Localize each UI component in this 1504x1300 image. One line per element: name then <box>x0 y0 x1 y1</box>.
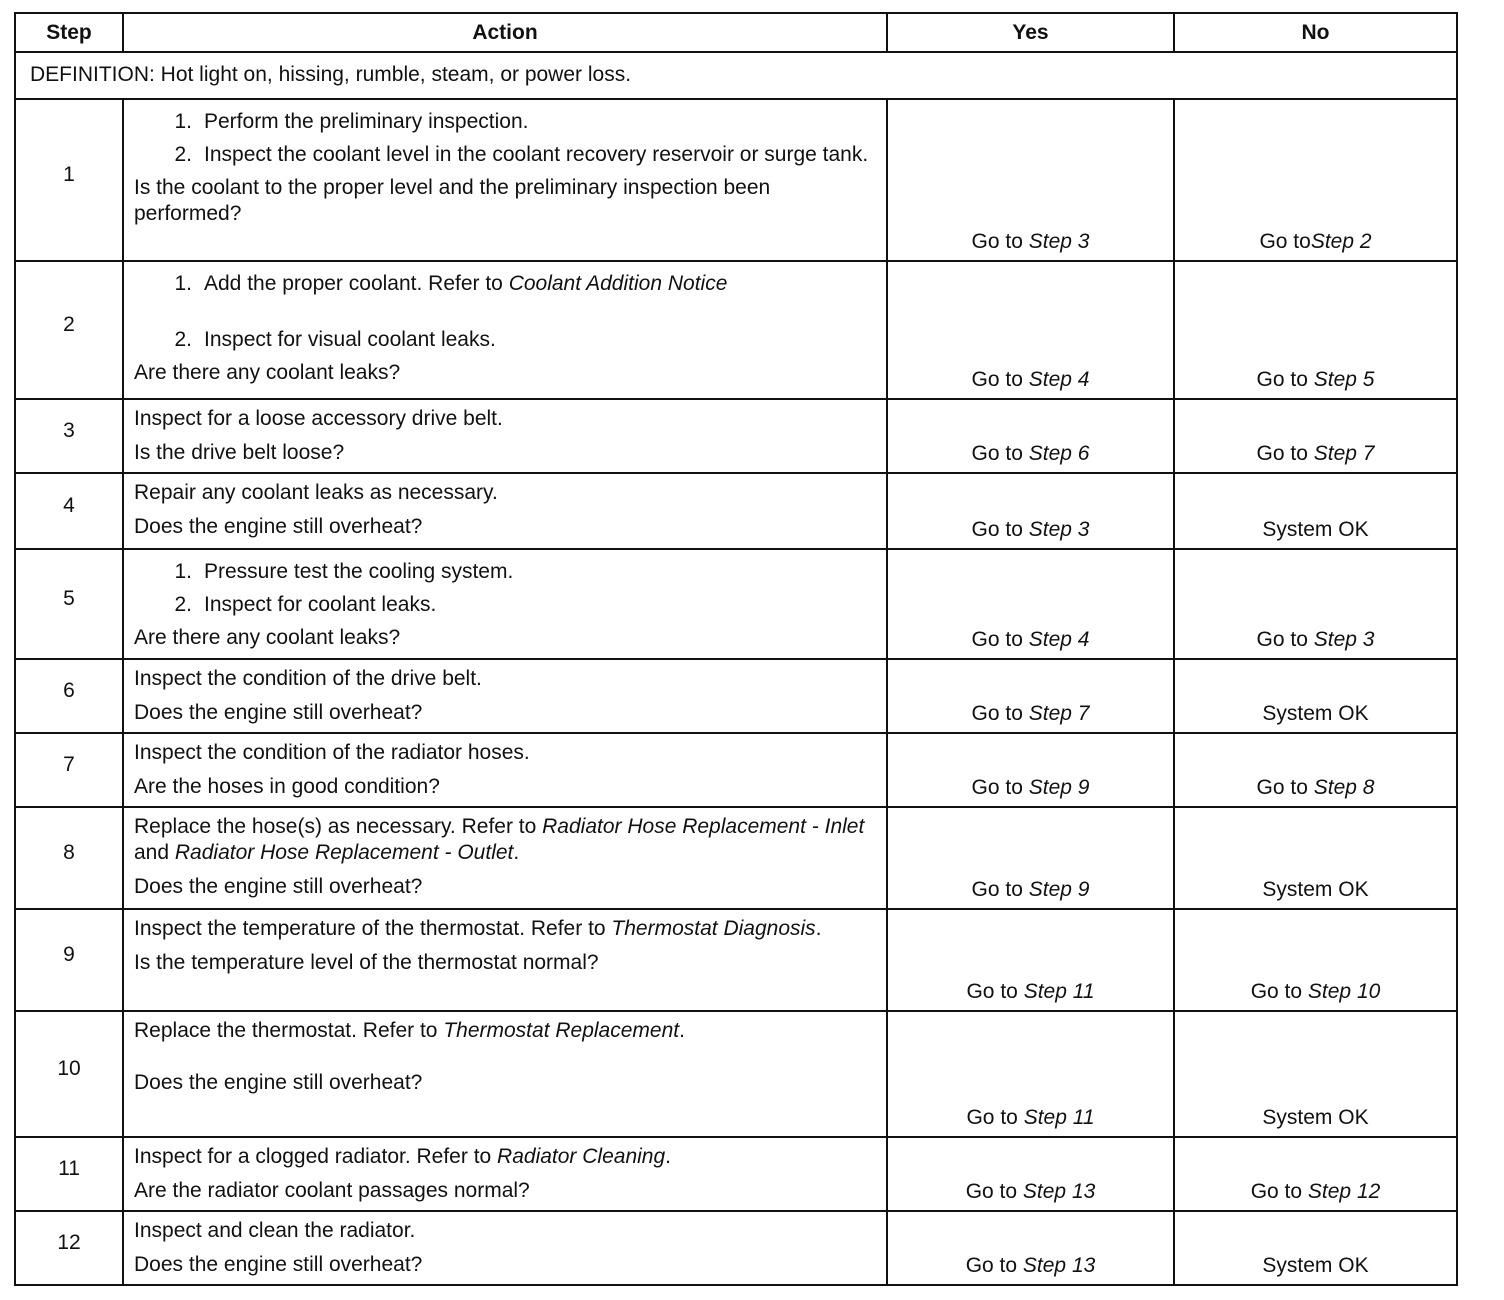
step-number: 5 <box>15 549 123 659</box>
question-text: Is the temperature level of the thermostat normal? <box>134 951 599 974</box>
step-number: 6 <box>15 659 123 733</box>
yes-cell: Go to Step 11 <box>887 1011 1174 1137</box>
table-row <box>15 659 1457 733</box>
action-text: Inspect the condition of the radiator hoses. <box>134 741 530 764</box>
question-text: Is the drive belt loose? <box>134 441 345 464</box>
reference-link: Radiator Cleaning <box>497 1145 666 1168</box>
action-cell <box>123 261 887 399</box>
action-text: Repair any coolant leaks as necessary. <box>134 481 498 504</box>
step-number: 11 <box>15 1137 123 1211</box>
table-row <box>15 261 1457 399</box>
question-text: Does the engine still overheat? <box>134 1071 423 1094</box>
list-item: 2. Inspect for visual coolant leaks. <box>174 328 496 351</box>
definition-row <box>15 52 1457 99</box>
question-text: Are there any coolant leaks? <box>134 361 401 384</box>
yes-cell: Go to Step 9 <box>887 733 1174 807</box>
yes-step-ref: Step 9 <box>1028 878 1090 901</box>
step-number: 1 <box>15 99 123 261</box>
list-item: 1. Pressure test the cooling system. <box>174 560 514 583</box>
question-text: Does the engine still overheat? <box>134 701 423 724</box>
question-text: Are the hoses in good condition? <box>134 775 440 798</box>
no-step-ref: Step 2 <box>1310 230 1372 253</box>
yes-cell: Go to Step 13 <box>887 1137 1174 1211</box>
header-no: No <box>1174 13 1457 52</box>
step-number: 10 <box>15 1011 123 1137</box>
table-row <box>15 473 1457 549</box>
yes-cell: Go to Step 6 <box>887 399 1174 473</box>
question-text: Are there any coolant leaks? <box>134 626 401 649</box>
yes-step-ref: Step 4 <box>1028 628 1090 651</box>
yes-step-ref: Step 6 <box>1028 442 1090 465</box>
yes-step-ref: Step 11 <box>1023 980 1095 1003</box>
yes-step-ref: Step 3 <box>1028 518 1090 541</box>
no-cell: System OK <box>1174 1011 1457 1137</box>
reference-link: Thermostat Diagnosis <box>611 917 816 940</box>
yes-cell: Go to Step 11 <box>887 909 1174 1011</box>
header-yes: Yes <box>887 13 1174 52</box>
no-step-ref: Step 7 <box>1313 442 1375 465</box>
yes-step-ref: Step 9 <box>1028 776 1090 799</box>
yes-cell: Go to Step 3 <box>887 99 1174 261</box>
step-number: 4 <box>15 473 123 549</box>
step-number: 9 <box>15 909 123 1011</box>
yes-cell: Go to Step 4 <box>887 549 1174 659</box>
yes-step-ref: Step 7 <box>1028 702 1090 725</box>
yes-step-ref: Step 3 <box>1028 230 1090 253</box>
action-cell <box>123 99 887 261</box>
list-item: 1. Add the proper coolant. Refer to Coolant Addition Notice <box>174 272 728 295</box>
action-cell <box>123 473 887 549</box>
list-item: 1. Perform the preliminary inspection. <box>174 110 529 133</box>
yes-cell: Go to Step 9 <box>887 807 1174 909</box>
step-number: 12 <box>15 1211 123 1285</box>
question-text: Is the coolant to the proper level and the preliminary inspection been performed? <box>134 176 771 225</box>
list-item: 2. Inspect the coolant level in the coolant recovery reservoir or surge tank. <box>174 143 869 166</box>
no-cell: System OK <box>1174 473 1457 549</box>
definition-text: DEFINITION: Hot light on, hissing, rumble, steam, or power loss. <box>15 52 1457 99</box>
table-row <box>15 99 1457 261</box>
no-cell: System OK <box>1174 659 1457 733</box>
no-cell: Go to Step 12 <box>1174 1137 1457 1211</box>
table-row <box>15 399 1457 473</box>
yes-step-ref: Step 13 <box>1022 1180 1096 1203</box>
table-row <box>15 549 1457 659</box>
yes-cell: Go to Step 4 <box>887 261 1174 399</box>
action-cell <box>123 909 887 1011</box>
action-cell <box>123 1137 887 1211</box>
table-row <box>15 733 1457 807</box>
no-step-ref: Step 12 <box>1307 1180 1381 1203</box>
action-text: Inspect for a loose accessory drive belt. <box>134 407 503 430</box>
reference-link: Radiator Hose Replacement - Inlet <box>542 815 865 838</box>
no-cell: Go toStep 2 <box>1174 99 1457 261</box>
question-text: Are the radiator coolant passages normal? <box>134 1179 530 1202</box>
yes-step-ref: Step 4 <box>1028 368 1090 391</box>
diagnostic-document <box>14 12 1456 1286</box>
yes-step-ref: Step 13 <box>1022 1254 1096 1277</box>
no-cell: Go to Step 3 <box>1174 549 1457 659</box>
step-number: 3 <box>15 399 123 473</box>
header-step: Step <box>15 13 123 52</box>
no-cell: Go to Step 7 <box>1174 399 1457 473</box>
reference-link: Radiator Hose Replacement - Outlet <box>174 841 514 864</box>
action-cell <box>123 659 887 733</box>
yes-cell: Go to Step 13 <box>887 1211 1174 1285</box>
no-cell: Go to Step 5 <box>1174 261 1457 399</box>
table-row <box>15 1011 1457 1137</box>
yes-step-ref: Step 11 <box>1023 1106 1095 1129</box>
action-cell <box>123 1211 887 1285</box>
step-number: 8 <box>15 807 123 909</box>
question-text: Does the engine still overheat? <box>134 515 423 538</box>
no-step-ref: Step 8 <box>1313 776 1375 799</box>
no-step-ref: Step 3 <box>1313 628 1375 651</box>
no-step-ref: Step 10 <box>1307 980 1381 1003</box>
diagnostic-table <box>14 12 1458 1286</box>
action-cell <box>123 549 887 659</box>
action-cell <box>123 1011 887 1137</box>
table-row <box>15 1137 1457 1211</box>
step-number: 2 <box>15 261 123 399</box>
yes-cell: Go to Step 7 <box>887 659 1174 733</box>
action-text: Replace the thermostat. Refer to Thermostat Replacement. <box>134 1019 685 1042</box>
question-text: Does the engine still overheat? <box>134 1253 423 1276</box>
list-item: 2. Inspect for coolant leaks. <box>174 593 437 616</box>
yes-cell: Go to Step 3 <box>887 473 1174 549</box>
reference-link: Coolant Addition Notice <box>508 272 728 295</box>
action-text: Inspect and clean the radiator. <box>134 1219 416 1242</box>
no-cell: System OK <box>1174 1211 1457 1285</box>
table-row <box>15 807 1457 909</box>
table-row <box>15 909 1457 1011</box>
step-number: 7 <box>15 733 123 807</box>
action-cell <box>123 399 887 473</box>
action-text: Inspect the temperature of the thermostat. Refer to Thermostat Diagnosis. <box>134 917 822 940</box>
action-cell <box>123 807 887 909</box>
action-text: Replace the hose(s) as necessary. Refer to Radiator Hose Replacement - Inlet and Radiator Hose Replacement - Outlet. <box>134 815 865 864</box>
question-text: Does the engine still overheat? <box>134 875 423 898</box>
header-row <box>15 13 1457 52</box>
header-action: Action <box>123 13 887 52</box>
action-text: Inspect the condition of the drive belt. <box>134 667 482 690</box>
no-cell: System OK <box>1174 807 1457 909</box>
table-row <box>15 1211 1457 1285</box>
action-text: Inspect for a clogged radiator. Refer to Radiator Cleaning. <box>134 1145 671 1168</box>
action-cell <box>123 733 887 807</box>
no-cell: Go to Step 10 <box>1174 909 1457 1011</box>
reference-link: Thermostat Replacement <box>443 1019 680 1042</box>
no-cell: Go to Step 8 <box>1174 733 1457 807</box>
no-step-ref: Step 5 <box>1313 368 1375 391</box>
